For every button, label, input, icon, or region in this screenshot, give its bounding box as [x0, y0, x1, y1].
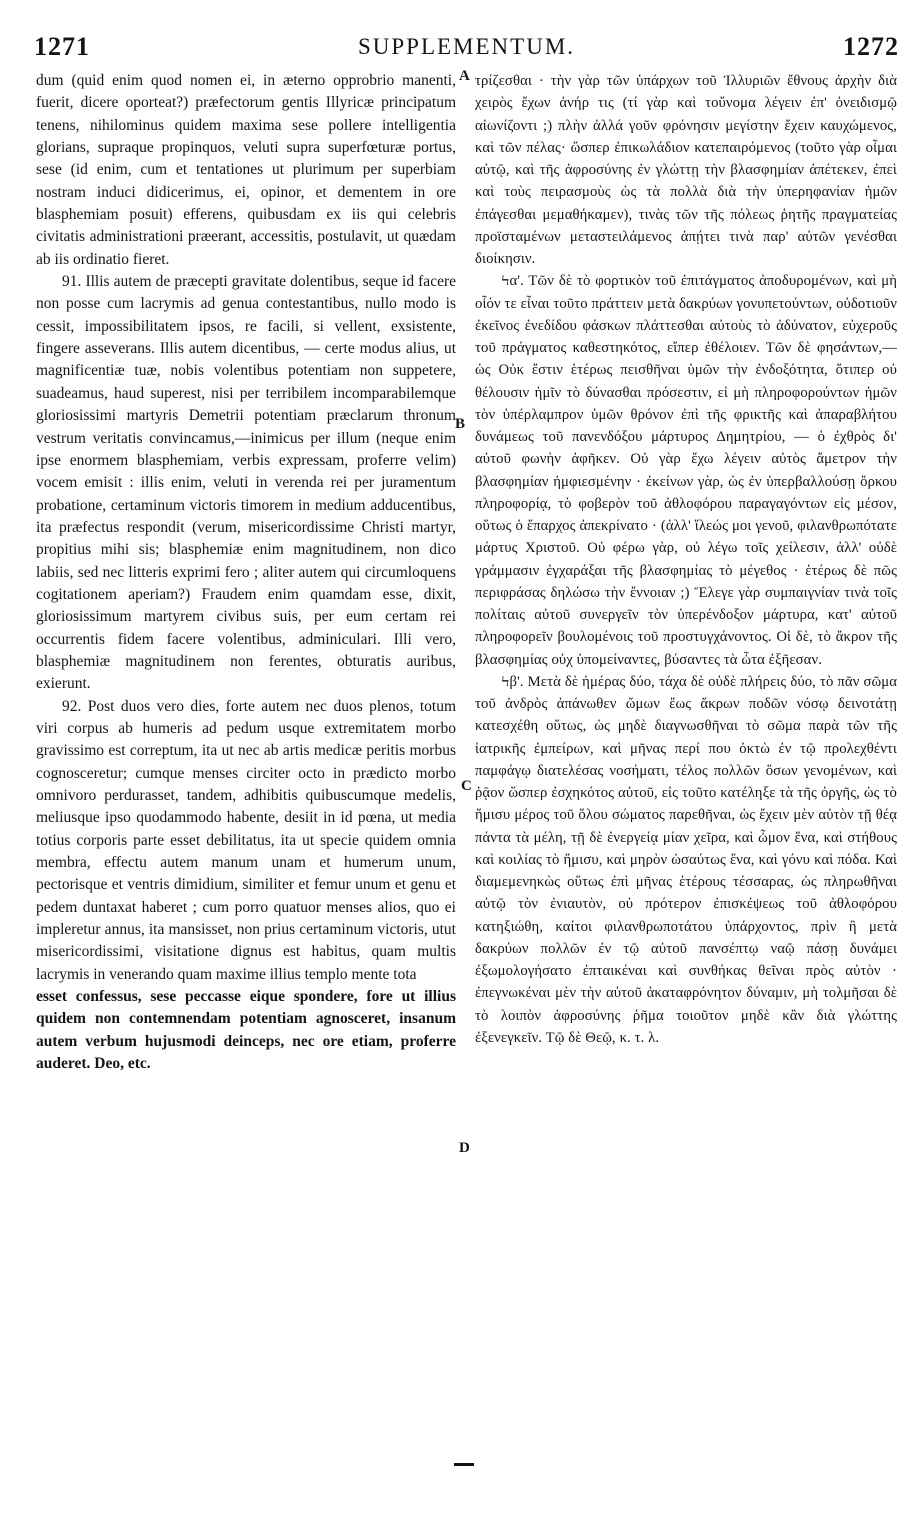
latin-paragraph-91: 91. Illis autem de præcepti gravitate dolentibus, seque id facere non posse cum lacrymis ad genua contestantibus, nullo modo is cessit, impossibilitatem ipsos, re facili, si vellent, exsistente, fingere asseverans. Illis autem dicentibus, — certe modus alius, ut magnificentiæ tuæ, nobis volentibus potentiam non suppetere, suadeamus, haud superest, nisi per terribilem incomparabilemque gloriosissimi martyris Demetrii potentiam præclarum thronum vestrum veritatis convincamus,—inimicus per illum (neque enim ipse enormem blasphemiam, verbis expressam, proferre velim) vocem emisit : illis enim, veluti in verenda rei per juramentum probatione, certaminum victoris timorem in medium adducentibus, ita præfectus respondit (verum, misericordissime Christi martyr, propitius mihi sis; blasphemiæ enim magnitudinem, non dico labiis, sed nec litteris exprimi fero ; aliter autem qui circumloquens cogitationem aperiam?) Fraudem enim quamdam esse, dixit, gloriosissimum martyrem civibus suis, per eum certam rei occurrentis fidem facere volentibus, adminiculari. Illi vero, blasphemiæ magnitudinem non ferentes, obturatis auribus, exierunt.: [36, 273, 456, 693]
margin-letter-b: B: [455, 416, 466, 432]
footer-rule: [454, 1463, 474, 1466]
running-head: [34, 30, 899, 66]
running-title: SUPPLEMENTUM.: [357, 34, 576, 59]
latin-paragraph-92-end: esset confessus, sese peccasse eique spondere, fore ut illius quidem non contemnendam potentiam agnosceret, insanum autem verbum hujusmodi deinceps, nec ore etiam, proferre auderet. Deo, etc.: [36, 988, 456, 1073]
latin-paragraph-continuation: dum (quid enim quod nomen ei, in æterno opprobrio manenti, fuerit, dicere oporteat?) præfectorum gentis Illyricæ principatum tenens, nihilominus quidem maxima sese pollere intelligentia glorians, supraque propinquos, veluti supra superfœturæ portus, sese (id enim, cum et tentationes ut plurimum per superbiam nostram induci didicerimus, ei, opinor, et dementem in ore blasphemiam posuit) efferens, quibusdam ex iis qui celebris civitatis administrationi præerant, accessitis, postulavit, ut quædam ab iis ordinatio fieret.: [36, 72, 456, 268]
page-number-left: 1271: [34, 32, 90, 61]
margin-letter-d: D: [459, 1140, 470, 1156]
greek-paragraph-continuation: τρίζεσθαι · τὴν γὰρ τῶν ὑπάρχων τοῦ Ἰλλυριῶν ἔθνους ἀρχὴν διὰ χειρὸς ἔχων ἀνήρ τις (τί γὰρ καὶ τοὔνομα λέγειν ἐπ' ὀνειδισμῷ αἰωνίζοντι ;) πλὴν ἀλλά γοῦν φρόνησιν μεγίστην ἔχειν καυχώμενος, καὶ τῶν πέλας· ὥσπερ ἐπικωλάδιον κατεπαιρόμενος (τοῦτο γὰρ οἶμαι αὐτῷ, καὶ τῆς ἀφροσύνης ἐν γλώττῃ τὴν βλασφημίαν ἀπέτεκεν, ἐπεὶ καὶ τοὺς πειρασμοὺς ὡς τὰ πολλὰ διὰ τὴν ὑπερηφανίαν ἡμῶν ἐπάγεσθαι μεμαθήκαμεν), τινὰς τῶν τῆς πόλεως ῥητῆς πραγματείας προϊσταμένων μεταστειλάμενος ἀπῄτει τινὰ παρ' αὐτῶν γενέσθαι διοίκησιν.: [475, 73, 897, 267]
greek-column: [475, 70, 897, 1049]
latin-paragraph-92: 92. Post duos vero dies, forte autem nec duos plenos, totum viri corpus ab humeris ad pedum usque extremitatem morbo gravissimo est correptum, ita ut nec ab artis medicæ peritis morbus cognosceretur; cumque menses circiter octo in prædicto morbo omnivoro perdurasset, tandem, adhibitis quibuscumque medelis, meliusque ipso quodammodo habente, desiit in id pœna, ut media totius corporis parte esset debilitatus, ita ut specie quidem omnia membra, effectu autem manum unam et humerum unum, pectorisque et ventris dimidium, similiter et femur unum et genu et pedem duntaxat haberet ; cum porro quatuor menses alios, quo ei impleretur annus, ita mansisset, non prius certaminum victoris, utut misericordissimi, visitatione dignus est habitus, quam multis lacrymis in venerando quam maxime illius templo mente tota: [36, 697, 456, 983]
page-number-right: 1272: [843, 32, 899, 61]
greek-paragraph-92: Ϟβ'. Μετὰ δὲ ἡμέρας δύο, τάχα δὲ οὐδὲ πλήρεις δύο, τὸ πᾶν σῶμα τοῦ ἀνδρὸς ἀπάνωθεν ὤμων ἕως ἄκρων ποδῶν νόσῳ δεινοτάτῃ κατεσχέθη οὕτως, ὡς μηδὲ διαγνωσθῆναι τὸ σῶμα παρὰ τῶν τῆς ἰατρικῆς ἐμπείρων, καὶ μῆνας περί που ὀκτὼ ἐν τῷ προλεχθέντι παμφάγῳ διατελέσας νοσήματι, τέλος πολλῶν ὅσων γενομένων, καὶ ῥᾷον ὥσπερ ἐσχηκότος αὐτοῦ, εἰς τοῦτο κατέληξε τὰ τῆς ὀργῆς, ὡς τὸ ἥμισυ μέρος τοῦ ὅλου σώματος παρεθῆναι, ὡς ἔχειν μὲν αὐτὸν τῇ θέᾳ πάντα τὰ μέλη, τῇ δὲ ἐνεργείᾳ μίαν χεῖρα, καὶ ὦμον ἕνα, καὶ στήθους καὶ κοιλίας τὸ ἥμισυ, καὶ μηρὸν ὡσαύτως ἕνα, καὶ γόνυ καὶ πόδα. Καὶ διαμεμενηκὼς οὕτως ἐπὶ μῆνας ἑτέρους τέσσαρας, ὡς πληρωθῆναι αὐτῷ τὸν ἐνιαυτὸν, οὐ πρότερον ἐπισκέψεως τοῦ ἀθλοφόρου κατηξιώθη, καίτοι φιλανθρωποτάτου ὑπάρχοντος, πρὶν ἢ μετὰ δακρύων πολλῶν ἐν τῷ αὐτοῦ πανσέπτῳ ναῷ πάσῃ δυνάμει ἐξωμολογήσατο ἐπταικέναι καὶ συνθήκας θεῖναι πρὸς αὐτὸν · ἐπεγνωκέναι μὲν τὴν αὐτοῦ ἀκαταφρόνητον δύναμιν, μὴ τολμῆσαι δὲ τὸ λοιπὸν ἀφροσύνης ῥῆμα τοιοῦτον μηδὲ κἂν διὰ γλώττης ἐξενεγκεῖν. Τῷ δὲ Θεῷ, κ. τ. λ.: [475, 673, 897, 1046]
greek-paragraph-91: Ϟα'. Τῶν δὲ τὸ φορτικὸν τοῦ ἐπιτάγματος ἀποδυρομένων, καὶ μὴ οἷόν τε εἶναι τοῦτο πράττειν μετὰ δακρύων γονυπετούντων, οὐδοτιοῦν ἐκεῖνος ἐνεδίδου φάσκων πλάττεσθαι αὐτοὺς τὸ ἀδύνατον, εὐχεροῦς τοῦ πράγματος καθεστηκότος, εἴπερ ἐθέλοιεν. Τῶν δὲ φησάντων,— ὡς Οὐκ ἔστιν ἑτέρως πεισθῆναι ὑμῶν τὴν ἐνδοξότητα, ὅτιπερ οὐ θέλουσιν ἡμῖν τὸ δύνασθαι πρόσεστιν, εἰ μὴ πληροφορούντων ἡμῶν τὸν ὑπέρλαμπρον ὑμῶν θρόνον ἐπὶ τῆς φρικτῆς καὶ ἀπαραβλήτου δυνάμεως τοῦ πανενδόξου μάρτυρος Δημητρίου, — ὁ ἐχθρὸς δι' αὐτοῦ φωνὴν ἀφῆκεν. Οὐ γὰρ ἔχω λέγειν αὐτὸς ἄμετρον τὴν βλασφημίαν ἠμφιεσμένην · ἐκείνων γὰρ, ὡς ἐν ὑπερβαλλούσῃ ὅρκου πληροφορίᾳ, τὸ φοβερὸν τοῦ ἀθλοφόρου παραγαγόντων εἰς μέσον, οὕτως ὁ ἔπαρχος ἀπεκρίνατο · (ἀλλ' ἵλεώς μοι γενοῦ, φιλανθρωπότατε μάρτυς Χριστοῦ. Οὐ φέρω γὰρ, οὐ λέγω τοῖς χείλεσιν, ἀλλ' οὐδὲ γράμμασιν ἐγχαράξαι τῆς βλασφημίας τὸ μέγεθος · ἑτέρως δὲ πῶς περιφράσας δηλώσω τὴν ἔννοιαν ;) Ἔλεγε γὰρ συμπαιγνίαν τινὰ τοῖς πολίταις αὐτοῦ συνεργεῖν τὸν ὑπερένδοξον μάρτυρα, κατ' αὐτοῦ πληροφορεῖν βουλομένοις τοῦ προστυγχάνοντος. Οἱ δὲ, τὸ ἄκρον τῆς βλασφημίας οὐχ ὑπομείναντες, βύσαντες τὰ ὦτα ἐξῆεσαν.: [475, 273, 897, 668]
margin-letter-c: C: [461, 778, 472, 794]
latin-column: [36, 70, 456, 1075]
margin-letter-a: A: [459, 68, 470, 84]
